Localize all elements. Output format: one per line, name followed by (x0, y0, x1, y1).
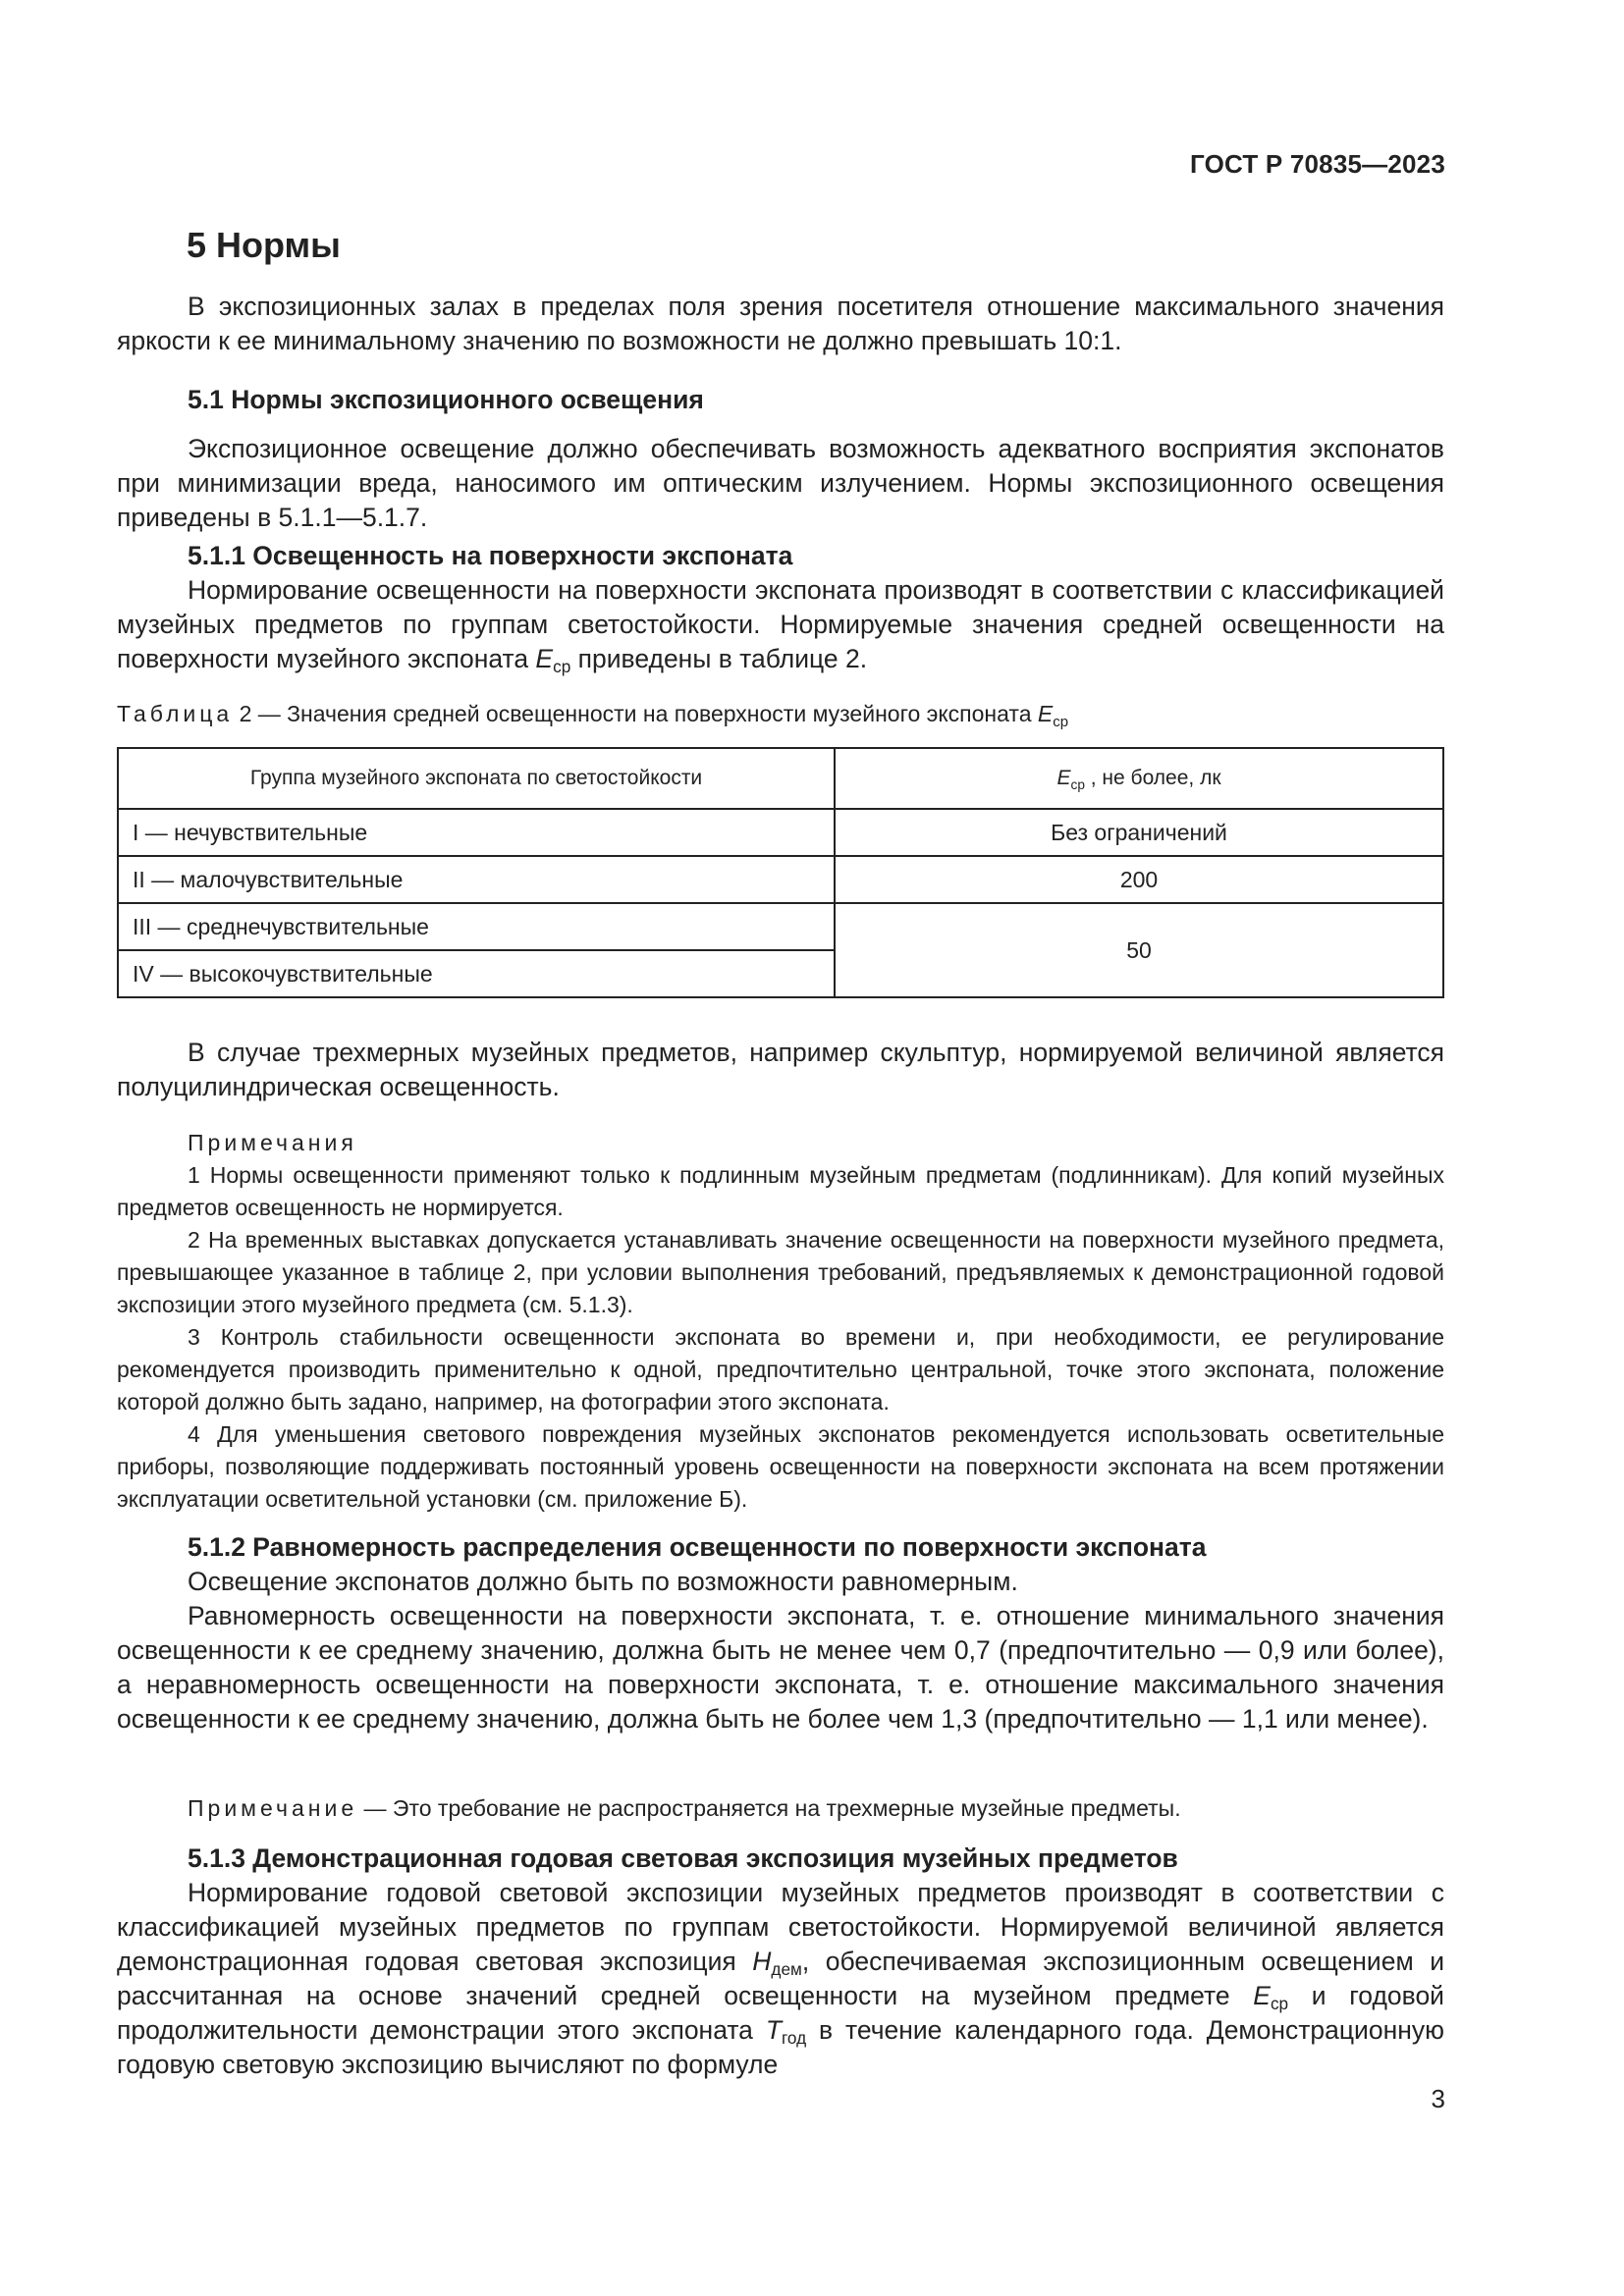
section-5-1-heading: 5.1 Нормы экспозиционного освещения (188, 385, 704, 414)
table-row (118, 809, 1443, 856)
section-5-1-3-text: Нормирование годовой световой экспозиции музейных предметов производят в соответствии с классификацией музейных предметов по группам светостойкости. Нормируемой величиной является демонстрационная годовая световая экспозиция $H_{дем}$, обеспечиваемая экспозиционным освещением и рассчитанная на основе значений средней освещенности на музейном предмете $E_{ср}$ и годовой продолжительности демонстрации этого экспоната $T_{год}$ в течение календарного года. Демонстрационную годовую световую экспозицию вычисляют по формуле (117, 1878, 1445, 2079)
table-header-group: Группа музейного экспоната по светостойкости (118, 748, 835, 809)
notes-label: Примечания (188, 1130, 357, 1155)
section-5-1-1-heading: 5.1.1 Освещенность на поверхности экспоната (188, 541, 793, 570)
table-row (118, 903, 1443, 950)
section-5-1-2-p2: Равномерность освещенности на поверхности экспоната, т. е. отношение минимального значения освещенности к ее среднему значению, должна быть не менее чем 0,7 (предпочтительно — 0,9 или более), а неравномерность освещенности на поверхности экспоната, т. е. отношение максимального значения освещенности к ее среднему значению, должна быть не более чем 1,3 (предпочтительно — 1,1 или менее). (117, 1601, 1444, 1734)
table-row (118, 856, 1443, 903)
table-cell-group: II — малочувствительные (118, 856, 835, 903)
table-cell-group: IV — высокочувствительные (118, 950, 835, 997)
table-cell-value: Без ограничений (835, 809, 1443, 856)
note-4: 4 Для уменьшения светового повреждения музейных экспонатов рекомендуется использовать осветительные приборы, позволяющие поддерживать постоянный уровень освещенности на поверхности экспоната на всем протяжении эксплуатации осветительной установки (см. приложение Б). (117, 1421, 1444, 1512)
standard-designation: ГОСТ Р 70835—2023 (1190, 149, 1445, 179)
table-header-value: $E_{ср}$ , не более, лк (835, 748, 1443, 809)
section-5-1-text: Экспозиционное освещение должно обеспечивать возможность адекватного восприятия экспонатов при минимизации вреда, наносимого им оптическим излучением. Нормы экспозиционного освещения приведены в 5.1.1—5.1.7. (117, 434, 1444, 532)
table-cell-value: 200 (835, 856, 1443, 903)
table-cell-value: 50 (835, 903, 1443, 997)
section-5-1-2-note: Примечание — Это требование не распространяется на трехмерные музейные предметы. (188, 1795, 1181, 1821)
table-header-row (118, 748, 1443, 809)
table-cell-group: I — нечувствительные (118, 809, 835, 856)
note-1: 1 Нормы освещенности применяют только к подлинным музейным предметам (подлинникам). Для копий музейных предметов освещенность не нормируется. (117, 1162, 1444, 1220)
section-5-heading: 5 Нормы (187, 225, 341, 265)
section-5-1-1-text: Нормирование освещенности на поверхности экспоната производят в соответствии с классификацией музейных предметов по группам светостойкости. Нормируемые значения средней освещенности на поверхности музейного экспоната $E_{ср}$ приведены в таблице 2. (117, 575, 1444, 676)
table-cell-group: III — среднечувствительные (118, 903, 835, 950)
table-2-caption: Таблица 2 — Значения средней освещенности на поверхности музейного экспоната $E_{ср}$ (117, 701, 1069, 730)
table-2 (117, 747, 1444, 998)
section-5-1-3-heading: 5.1.3 Демонстрационная годовая световая экспозиция музейных предметов (188, 1843, 1178, 1873)
section-5-intro: В экспозиционных залах в пределах поля зрения посетителя отношение максимального значения яркости к ее минимальному значению по возможности не должно превышать 10:1. (117, 292, 1444, 355)
section-5-1-2-heading: 5.1.2 Равномерность распределения освещенности по поверхности экспоната (188, 1532, 1207, 1562)
after-table-text: В случае трехмерных музейных предметов, например скульптур, нормируемой величиной является полуцилиндрическая освещенность. (117, 1038, 1444, 1101)
section-5-1-2-p1: Освещение экспонатов должно быть по возможности равномерным. (188, 1567, 1018, 1596)
note-2: 2 На временных выставках допускается устанавливать значение освещенности на поверхности музейного предмета, превышающее указанное в таблице 2, при условии выполнения требований, предъявляемых к демонстрационной годовой экспозиции этого музейного предмета (см. 5.1.3). (117, 1227, 1444, 1317)
note-3: 3 Контроль стабильности освещенности экспоната во времени и, при необходимости, ее регулирование рекомендуется производить применительно к одной, предпочтительно центральной, точке этого экспоната, положение которой должно быть задано, например, на фотографии этого экспоната. (117, 1324, 1444, 1415)
page-number: 3 (1431, 2084, 1445, 2113)
